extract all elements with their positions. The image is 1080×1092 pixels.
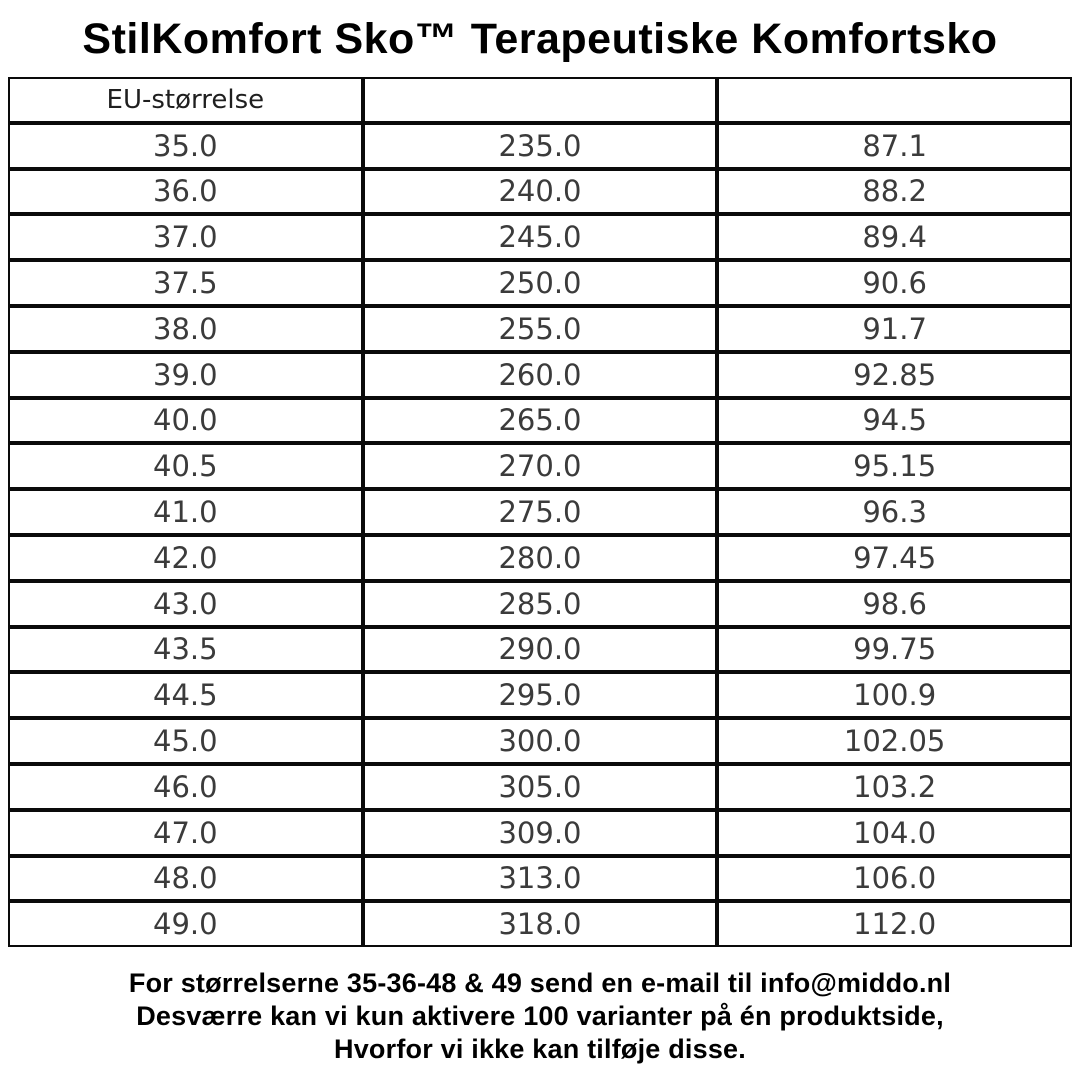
table-row (8, 169, 1072, 215)
table-cell: 89.4 (717, 214, 1072, 260)
table-row (8, 352, 1072, 398)
table-cell: 260.0 (363, 352, 718, 398)
table-row (8, 123, 1072, 169)
header-row (8, 77, 1072, 123)
table-row (8, 810, 1072, 856)
table-row (8, 535, 1072, 581)
table-cell: 280.0 (363, 535, 718, 581)
table-cell: 90.6 (717, 260, 1072, 306)
table-cell: 250.0 (363, 260, 718, 306)
table-cell: 46.0 (8, 764, 363, 810)
table-cell: 40.0 (8, 398, 363, 444)
size-chart-page (0, 12, 1080, 1092)
column-header-empty-2 (717, 77, 1072, 123)
table-row (8, 260, 1072, 306)
column-header-empty-1 (363, 77, 718, 123)
table-cell: 295.0 (363, 672, 718, 718)
table-row (8, 306, 1072, 352)
table-cell: 45.0 (8, 718, 363, 764)
table-cell: 305.0 (363, 764, 718, 810)
table-cell: 103.2 (717, 764, 1072, 810)
table-cell: 37.0 (8, 214, 363, 260)
table-cell: 87.1 (717, 123, 1072, 169)
table-cell: 104.0 (717, 810, 1072, 856)
table-cell: 235.0 (363, 123, 718, 169)
table-cell: 285.0 (363, 581, 718, 627)
table-row (8, 581, 1072, 627)
table-row (8, 672, 1072, 718)
table-cell: 43.5 (8, 627, 363, 673)
table-cell: 300.0 (363, 718, 718, 764)
table-cell: 96.3 (717, 489, 1072, 535)
table-cell: 270.0 (363, 443, 718, 489)
table-cell: 99.75 (717, 627, 1072, 673)
table-cell: 318.0 (363, 901, 718, 947)
table-cell: 313.0 (363, 856, 718, 902)
table-cell: 40.5 (8, 443, 363, 489)
table-row (8, 398, 1072, 444)
table-cell: 38.0 (8, 306, 363, 352)
table-row (8, 764, 1072, 810)
size-table-head (8, 77, 1072, 123)
table-cell: 309.0 (363, 810, 718, 856)
table-cell: 275.0 (363, 489, 718, 535)
table-cell: 112.0 (717, 901, 1072, 947)
table-cell: 48.0 (8, 856, 363, 902)
table-row (8, 856, 1072, 902)
table-cell: 100.9 (717, 672, 1072, 718)
table-cell: 47.0 (8, 810, 363, 856)
column-header-eu-size: EU-størrelse (8, 77, 363, 123)
table-cell: 95.15 (717, 443, 1072, 489)
table-cell: 265.0 (363, 398, 718, 444)
table-cell: 106.0 (717, 856, 1072, 902)
table-cell: 92.85 (717, 352, 1072, 398)
table-cell: 43.0 (8, 581, 363, 627)
page-title: StilKomfort Sko™ Terapeutiske Komfortsko (82, 15, 998, 63)
table-cell: 37.5 (8, 260, 363, 306)
table-cell: 94.5 (717, 398, 1072, 444)
table-cell: 97.45 (717, 535, 1072, 581)
table-cell: 91.7 (717, 306, 1072, 352)
table-row (8, 901, 1072, 947)
table-cell: 39.0 (8, 352, 363, 398)
table-row (8, 443, 1072, 489)
table-cell: 102.05 (717, 718, 1072, 764)
table-cell: 255.0 (363, 306, 718, 352)
table-cell: 35.0 (8, 123, 363, 169)
table-row (8, 214, 1072, 260)
table-row (8, 718, 1072, 764)
size-table (8, 77, 1072, 947)
table-cell: 240.0 (363, 169, 718, 215)
table-cell: 36.0 (8, 169, 363, 215)
table-row (8, 627, 1072, 673)
table-cell: 290.0 (363, 627, 718, 673)
table-cell: 49.0 (8, 901, 363, 947)
footer-line-1: For størrelserne 35-36-48 & 49 send en e-mail til info@middo.nl (128, 968, 952, 999)
table-cell: 44.5 (8, 672, 363, 718)
footer-line-2: Desværre kan vi kun aktivere 100 varianter på én produktside, (136, 1001, 944, 1032)
table-row (8, 489, 1072, 535)
table-cell: 42.0 (8, 535, 363, 581)
size-table-body (8, 123, 1072, 947)
table-cell: 98.6 (717, 581, 1072, 627)
table-cell: 41.0 (8, 489, 363, 535)
footer-note (0, 967, 1080, 1066)
table-cell: 88.2 (717, 169, 1072, 215)
table-cell: 245.0 (363, 214, 718, 260)
footer-line-3: Hvorfor vi ikke kan tilføje disse. (334, 1034, 746, 1065)
